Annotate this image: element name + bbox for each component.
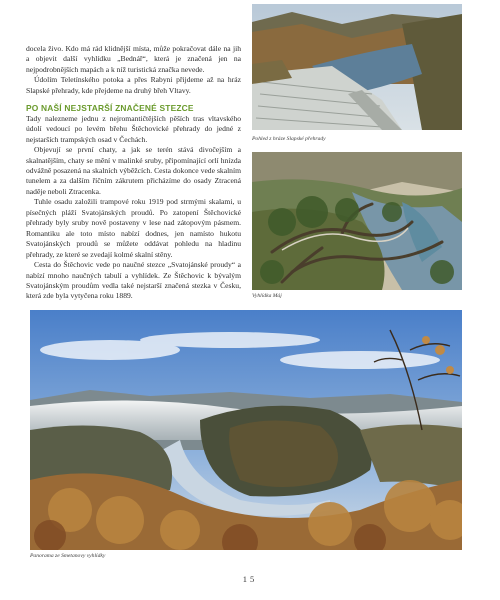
paragraph: Cesta do Štěchovic vede po naučné stezce „Svatojánské proudy“ a nabízí mnoho naučných tabulí a vyhlídek. Ze Štěchovic k bývalým Svatojánským proudům vedla také nejstarší značená stezka v Česku, která zde byla vytyčena roku 1889. xyxy=(26,260,241,301)
photo-slapy-dam xyxy=(252,4,462,130)
paragraph: Údolím Teletínského potoka a přes Rabyni přijdeme až na hráz Slapské přehrady, kde přejdeme na druhý břeh Vltavy. xyxy=(26,75,241,95)
article-text-column xyxy=(26,44,241,302)
photo-vyhlidka-maj xyxy=(252,152,462,290)
caption-dam: Pohled z hráze Slapské přehrady xyxy=(252,136,326,142)
paragraph: Objevují se první chaty, a jak se terén stává divočejším a skalnatějším, chaty se mění v malinké sruby, připomínající orlí hnízda odvážně posazená na skalních výběžcích. Cesta dokonce vede skalním tunelem a za dalším říčním zákrutem přicházíme do osady Ztracená naděje neboli Ztracenka. xyxy=(26,145,241,196)
photo-panorama-smetanova xyxy=(30,310,462,550)
caption-may: Vyhlídka Máj xyxy=(252,293,282,299)
section-heading: PO NAŠÍ NEJSTARŠÍ ZNAČENÉ STEZCE xyxy=(26,103,194,114)
paragraph: Tady nalezneme jednu z nejromantičtějších pěších tras vltavského údolí vedoucí po levém břehu Štěchovické přehrady do jedné z nejstarších trampských osad v Čechách. xyxy=(26,113,241,144)
page-number: 15 xyxy=(242,574,258,584)
paragraph: docela živo. Kdo má rád klidnější místa, může pokračovat dále na jih a objevit další vyhlídku „Bednář“, která je značená jen na nejpodrobnějších mapách a k níž turistická značka nevede. xyxy=(26,44,241,74)
caption-panorama: Panorama ze Smetanovy vyhlídky xyxy=(30,553,106,559)
paragraph: Tuhle osadu založili trampové roku 1919 pod strmými skalami, u písečných pláží Svatojánských proudů. Po zatopení Štěchovické přehrady byly sruby nově postaveny v lese nad zátopovým pásmem. Romantiku ale toto místo nabízí dodnes, jen namísto hukotu Svatojánských proudů se můžete oddávat pohledu na hladinu přehrady, ze které se zvedají kolmé skalní stěny. xyxy=(26,197,241,259)
